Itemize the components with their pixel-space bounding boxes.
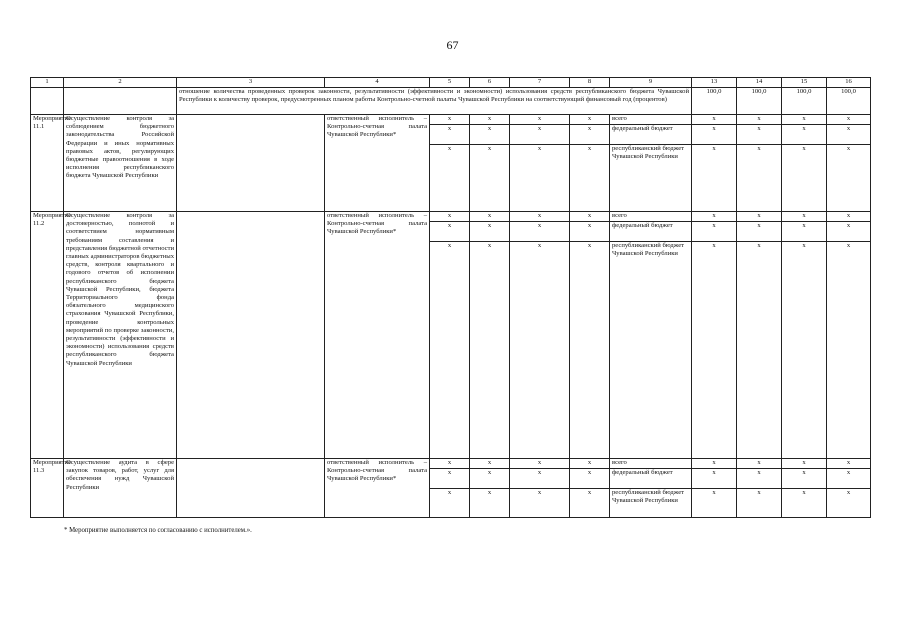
funding-source: республиканский бюджет Чувашской Республики [610,145,692,212]
budget-code: x [470,469,510,489]
funding-source: федеральный бюджет [610,469,692,489]
footnote: * Мероприятие выполняется по согласованию с исполнителем.». [64,527,252,534]
indicator-value: 100,0 [737,88,782,115]
event-executor: ответственный исполнитель – Контрольно-счетная палата Чувашской Республики* [325,115,430,212]
funding-value: x [827,242,871,459]
event-executor: ответственный исполнитель – Контрольно-счетная палата Чувашской Республики* [325,212,430,459]
column-number: 16 [827,78,871,88]
budget-code: x [570,145,610,212]
funding-value: x [692,145,737,212]
header-row [31,78,871,88]
budget-code: x [510,115,570,125]
budget-code: x [570,115,610,125]
funding-value: x [692,242,737,459]
page-number: 67 [446,38,459,52]
funding-value: x [737,125,782,145]
column-number: 6 [470,78,510,88]
column-number: 14 [737,78,782,88]
event-number: Мероприятие 11.2 [31,212,64,459]
funding-source: всего [610,459,692,469]
funding-value: x [827,115,871,125]
funding-value: x [782,145,827,212]
funding-value: x [737,459,782,469]
budget-code: x [430,469,470,489]
funding-value: x [692,125,737,145]
funding-value: x [737,242,782,459]
empty-cell [177,115,325,212]
funding-value: x [782,222,827,242]
funding-value: x [782,212,827,222]
budget-code: x [430,125,470,145]
budget-code: x [430,222,470,242]
event-row [31,212,871,222]
column-number: 7 [510,78,570,88]
funding-value: x [692,222,737,242]
empty-cell [64,88,177,115]
funding-value: x [827,125,871,145]
budget-code: x [470,145,510,212]
column-number: 9 [610,78,692,88]
event-number: Мероприятие 11.1 [31,115,64,212]
budget-code: x [510,242,570,459]
budget-code: x [570,125,610,145]
funding-source: республиканский бюджет Чувашской Республики [610,489,692,518]
funding-value: x [737,489,782,518]
event-row [31,115,871,125]
funding-value: x [782,489,827,518]
funding-value: x [782,242,827,459]
funding-source: федеральный бюджет [610,125,692,145]
budget-code: x [510,459,570,469]
budget-code: x [430,145,470,212]
budget-code: x [570,489,610,518]
funding-source: всего [610,212,692,222]
budget-code: x [570,459,610,469]
budget-code: x [510,222,570,242]
budget-code: x [430,115,470,125]
column-number: 8 [570,78,610,88]
funding-value: x [827,212,871,222]
budget-code: x [470,115,510,125]
budget-code: x [570,222,610,242]
budget-code: x [430,459,470,469]
funding-value: x [692,115,737,125]
column-number: 2 [64,78,177,88]
budget-code: x [470,459,510,469]
column-number: 4 [325,78,430,88]
funding-value: x [737,115,782,125]
event-name: Осуществление аудита в сфере закупок товаров, работ, услуг для обеспечения нужд Чувашской Республики [64,459,177,518]
indicator-text: отношение количества проведенных проверок законности, результативности (эффективности и экономности) использования средств республиканского бюджета Чувашской Республики к количеству проверок, предусмотренных планом работы Контрольно-счетной палаты Чувашской Республики на соответствующий финансовый год (процентов) [177,88,692,115]
indicator-value: 100,0 [827,88,871,115]
funding-value: x [782,115,827,125]
funding-value: x [692,489,737,518]
event-executor: ответственный исполнитель – Контрольно-счетная палата Чувашской Республики* [325,459,430,518]
budget-code: x [510,145,570,212]
budget-code: x [470,125,510,145]
funding-source: всего [610,115,692,125]
funding-source: республиканский бюджет Чувашской Республики [610,242,692,459]
budget-code: x [570,242,610,459]
indicator-value: 100,0 [782,88,827,115]
budget-code: x [570,469,610,489]
funding-value: x [737,212,782,222]
funding-value: x [737,469,782,489]
empty-cell [177,459,325,518]
funding-value: x [827,459,871,469]
funding-value: x [827,489,871,518]
funding-value: x [782,125,827,145]
event-name: Осуществление контроля за соблюдением бюджетного законодательства Российской Федерации и иных нормативных правовых актов, регулирующих бюджетные правоотношения в ходе исполнения республиканского бюджета Чувашской Республики [64,115,177,212]
event-name: Осуществление контроля за достоверностью, полнотой и соответствием нормативным требованиям составления и представления бюджетной отчетности главных администраторов бюджетных средств, контроля квартального и годового отчетов об исполнении республиканского бюджета Чувашской Республики, бюджета Территориального фонда обязательного медицинского страхования Чувашской Республики, проведение контрольных мероприятий по проверке законности, результативности (эффективности и экономности) использования средств республиканского бюджета Чувашской Республики [64,212,177,459]
funding-value: x [737,222,782,242]
budget-code: x [470,222,510,242]
budget-code: x [510,125,570,145]
empty-cell [31,88,64,115]
program-table [30,77,871,518]
funding-source: федеральный бюджет [610,222,692,242]
budget-code: x [430,212,470,222]
funding-value: x [692,469,737,489]
budget-code: x [430,489,470,518]
budget-code: x [510,212,570,222]
funding-value: x [827,469,871,489]
event-number: Мероприятие 11.3 [31,459,64,518]
indicator-value: 100,0 [692,88,737,115]
empty-cell [177,212,325,459]
budget-code: x [510,489,570,518]
funding-value: x [692,212,737,222]
funding-value: x [692,459,737,469]
funding-value: x [737,145,782,212]
column-number: 3 [177,78,325,88]
budget-code: x [430,242,470,459]
column-number: 5 [430,78,470,88]
column-number: 15 [782,78,827,88]
indicator-row [31,88,871,115]
budget-code: x [570,212,610,222]
funding-value: x [827,222,871,242]
column-number: 1 [31,78,64,88]
budget-code: x [470,212,510,222]
funding-value: x [782,459,827,469]
funding-value: x [827,145,871,212]
column-number: 13 [692,78,737,88]
budget-code: x [510,469,570,489]
event-row [31,459,871,469]
budget-code: x [470,489,510,518]
funding-value: x [782,469,827,489]
budget-code: x [470,242,510,459]
